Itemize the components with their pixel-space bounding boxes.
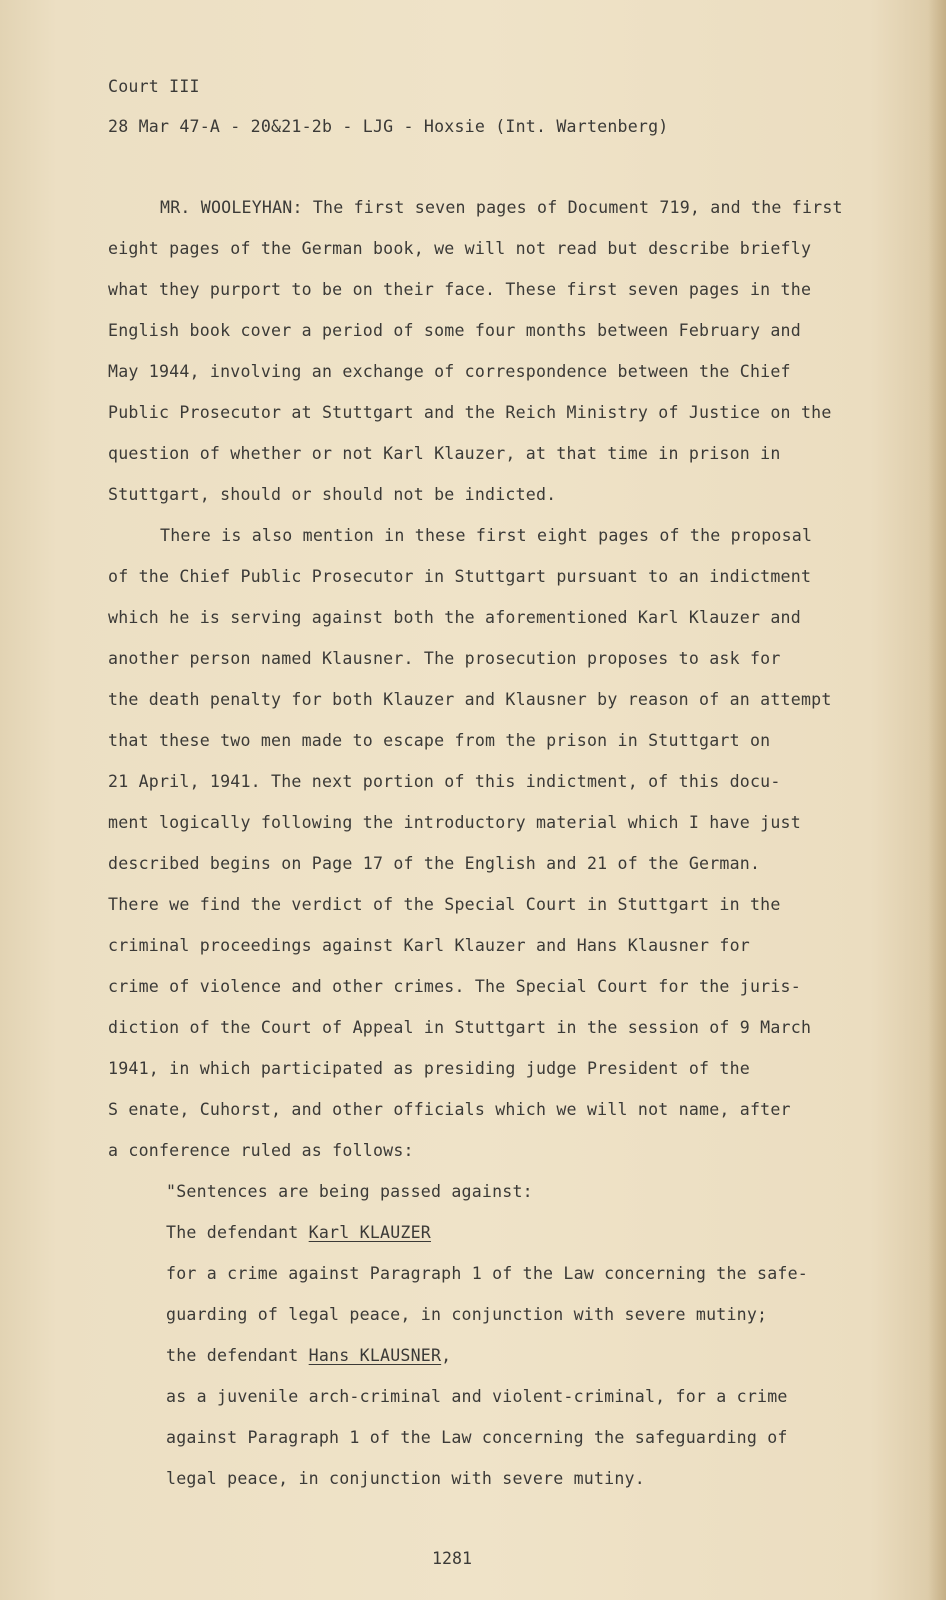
- body-line: criminal proceedings against Karl Klauzer and Hans Klausner for: [108, 936, 750, 955]
- body-line: S enate, Cuhorst, and other officials which we will not name, after: [108, 1100, 791, 1119]
- session-header: 28 Mar 47-A - 20&21-2b - LJG - Hoxsie (Int. Wartenberg): [108, 117, 669, 136]
- body-line: Stuttgart, should or should not be indicted.: [108, 485, 557, 504]
- body-line: 1941, in which participated as presiding judge President of the: [108, 1059, 750, 1078]
- defendant-1-prefix: The defendant: [166, 1223, 309, 1242]
- body-line: the death penalty for both Klauzer and Klausner by reason of an attempt: [108, 690, 832, 709]
- defendant-2-name: Hans KLAUSNER: [308, 1346, 442, 1365]
- quote-line: guarding of legal peace, in conjunction with severe mutiny;: [166, 1305, 768, 1324]
- quote-line: legal peace, in conjunction with severe mutiny.: [166, 1469, 645, 1488]
- body-line: of the Chief Public Prosecutor in Stuttgart pursuant to an indictment: [108, 567, 812, 586]
- body-line: 21 April, 1941. The next portion of this indictment, of this docu-: [108, 772, 781, 791]
- body-line: what they purport to be on their face. These first seven pages in the: [108, 280, 812, 299]
- body-line: English book cover a period of some four months between February and: [108, 321, 801, 340]
- defendant-2-line: [166, 1345, 451, 1367]
- court-header: Court III: [108, 77, 200, 96]
- quote-line: against Paragraph 1 of the Law concerning the safeguarding of: [166, 1428, 788, 1447]
- body-line: another person named Klausner. The prosecution proposes to ask for: [108, 649, 781, 668]
- quote-intro: "Sentences are being passed against:: [166, 1182, 533, 1201]
- body-line: Public Prosecutor at Stuttgart and the Reich Ministry of Justice on the: [108, 403, 832, 422]
- body-line: that these two men made to escape from the prison in Stuttgart on: [108, 731, 771, 750]
- defendant-2-suffix: ,: [441, 1346, 452, 1365]
- body-line: ment logically following the introductory material which I have just: [108, 813, 801, 832]
- defendant-2-prefix: the defendant: [166, 1346, 309, 1365]
- body-line: question of whether or not Karl Klauzer, at that time in prison in: [108, 444, 781, 463]
- body-line: There we find the verdict of the Special Court in Stuttgart in the: [108, 895, 781, 914]
- page-number: 1281: [432, 1548, 472, 1568]
- body-line: May 1944, involving an exchange of correspondence between the Chief: [108, 362, 791, 381]
- body-line: There is also mention in these first eight pages of the proposal: [160, 526, 813, 545]
- quote-line: as a juvenile arch-criminal and violent-criminal, for a crime: [166, 1387, 788, 1406]
- body-line: which he is serving against both the aforementioned Karl Klauzer and: [108, 608, 801, 627]
- quote-line: for a crime against Paragraph 1 of the Law concerning the safe-: [166, 1264, 808, 1283]
- body-line: a conference ruled as follows:: [108, 1141, 414, 1160]
- defendant-1-name: Karl KLAUZER: [308, 1223, 431, 1242]
- body-line: diction of the Court of Appeal in Stuttgart in the session of 9 March: [108, 1018, 812, 1037]
- body-line: eight pages of the German book, we will not read but describe briefly: [108, 239, 812, 258]
- body-line: MR. WOOLEYHAN: The first seven pages of Document 719, and the first: [160, 198, 843, 217]
- body-line: crime of violence and other crimes. The Special Court for the juris-: [108, 977, 801, 996]
- body-line: described begins on Page 17 of the English and 21 of the German.: [108, 854, 761, 873]
- defendant-1-line: [166, 1222, 431, 1244]
